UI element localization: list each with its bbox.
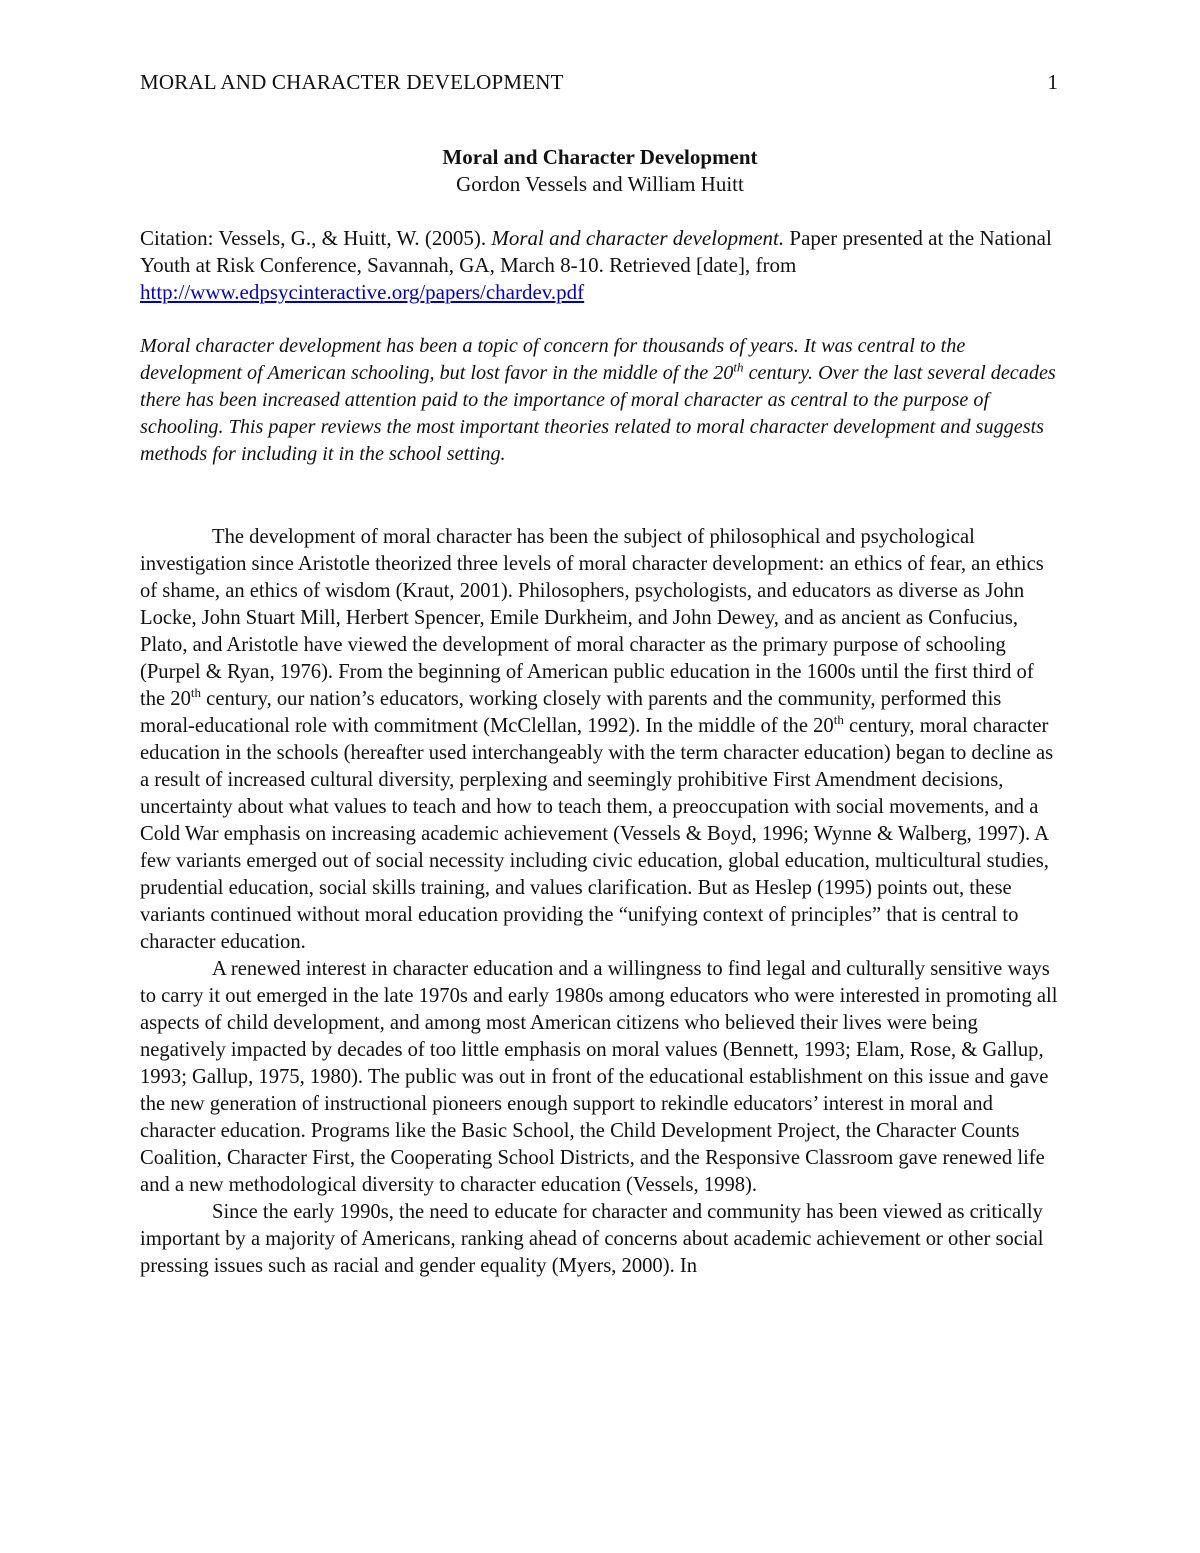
abstract-text-2: century. Over the last several decades there has been increased attention paid to the importance of moral character as central to the purpose of schooling. This paper reviews the most important theories related to moral character development and suggests methods for including it in the school setting. — [140, 362, 1056, 465]
body-paragraph-2: A renewed interest in character education and a willingness to find legal and culturally sensitive ways to carry it out emerged in the late 1970s and early 1980s among educators who were interested in promoting all aspects of child development, and among most American citizens who believed their lives were being negatively impacted by decades of too little emphasis on moral values (Bennett, 1993; Elam, Rose, & Gallup, 1993; Gallup, 1975, 1980). The public was out in front of the educational establishment on this issue and gave the new generation of instructional pioneers enough support to rekindle educators’ interest in moral and character education. Programs like the Basic School, the Child Development Project, the Character Counts Coalition, Character First, the Cooperating School Districts, and the Responsive Classroom gave renewed life and a new methodological diversity to character education (Vessels, 1998). — [140, 958, 1058, 1196]
paper-title: Moral and Character Development — [442, 145, 758, 169]
citation-work-title: Moral and character development. — [491, 226, 785, 250]
page-number: 1 — [1047, 70, 1058, 94]
citation-url-link[interactable]: http://www.edpsycinteractive.org/papers/chardev.pdf — [140, 280, 585, 304]
abstract — [140, 333, 1060, 468]
body-paragraph-1 — [140, 524, 1060, 956]
paragraph-1-text-2: century, our nation’s educators, working closely with parents and the community, performed this moral-educational role with commitment (McClellan, 1992). In the middle of the 20 — [140, 688, 1002, 737]
running-head: MORAL AND CHARACTER DEVELOPMENT — [140, 70, 564, 94]
body-paragraph-3: Since the early 1990s, the need to educate for character and community has been viewed as critically important by a majority of Americans, ranking ahead of concerns about academic achievement or other social pressing issues such as racial and gender equality (Myers, 2000). In — [140, 1201, 1044, 1277]
abstract-superscript: th — [733, 359, 744, 375]
paragraph-1-superscript-1: th — [190, 685, 202, 701]
citation-prefix: Citation: Vessels, G., & Huitt, W. (2005). — [140, 226, 492, 250]
paragraph-1-text-1: The development of moral character has been the subject of philosophical and psychological investigation since Aristotle theorized three levels of moral character development: an ethics of fear, an ethics of shame, an ethics of wisdom (Kraut, 2001). Philosophers, psychologists, and educators as diverse as John Locke, John Stuart Mill, Herbert Spencer, Emile Durkheim, and John Dewey, and as ancient as Confucius, Plato, and Aristotle have viewed the development of moral character as the primary purpose of schooling (Purpel & Ryan, 1976). From the beginning of American public education in the 1600s until the first third of the 20 — [140, 526, 1044, 710]
citation — [140, 225, 1060, 306]
paper-authors: Gordon Vessels and William Huitt — [456, 172, 744, 196]
paragraph-1-superscript-2: th — [833, 712, 844, 728]
abstract-text-1: Moral character development has been a topic of concern for thousands of years. It was central to the development of American schooling, but lost favor in the middle of the 20 — [140, 335, 966, 384]
body-text — [140, 524, 1060, 1280]
citation-rest: Paper presented at the National Youth at Risk Conference, Savannah, GA, March 8-10. Retrieved [date], from — [140, 226, 1052, 277]
paragraph-1-text-3: century, moral character education in the schools (hereafter used interchangeably with the term character education) began to decline as a result of increased cultural diversity, perplexing and seemingly prohibitive First Amendment decisions, uncertainty about what values to teach and how to teach them, a preoccupation with social movements, and a Cold War emphasis on increasing academic achievement (Vessels & Boyd, 1996; Wynne & Walberg, 1997). A few variants emerged out of social necessity including civic education, global education, multicultural studies, prudential education, social skills training, and values clarification. But as Heslep (1995) points out, these variants continued without moral education providing the “unifying context of principles” that is central to character education. — [140, 715, 1054, 953]
title-block — [140, 144, 1060, 198]
